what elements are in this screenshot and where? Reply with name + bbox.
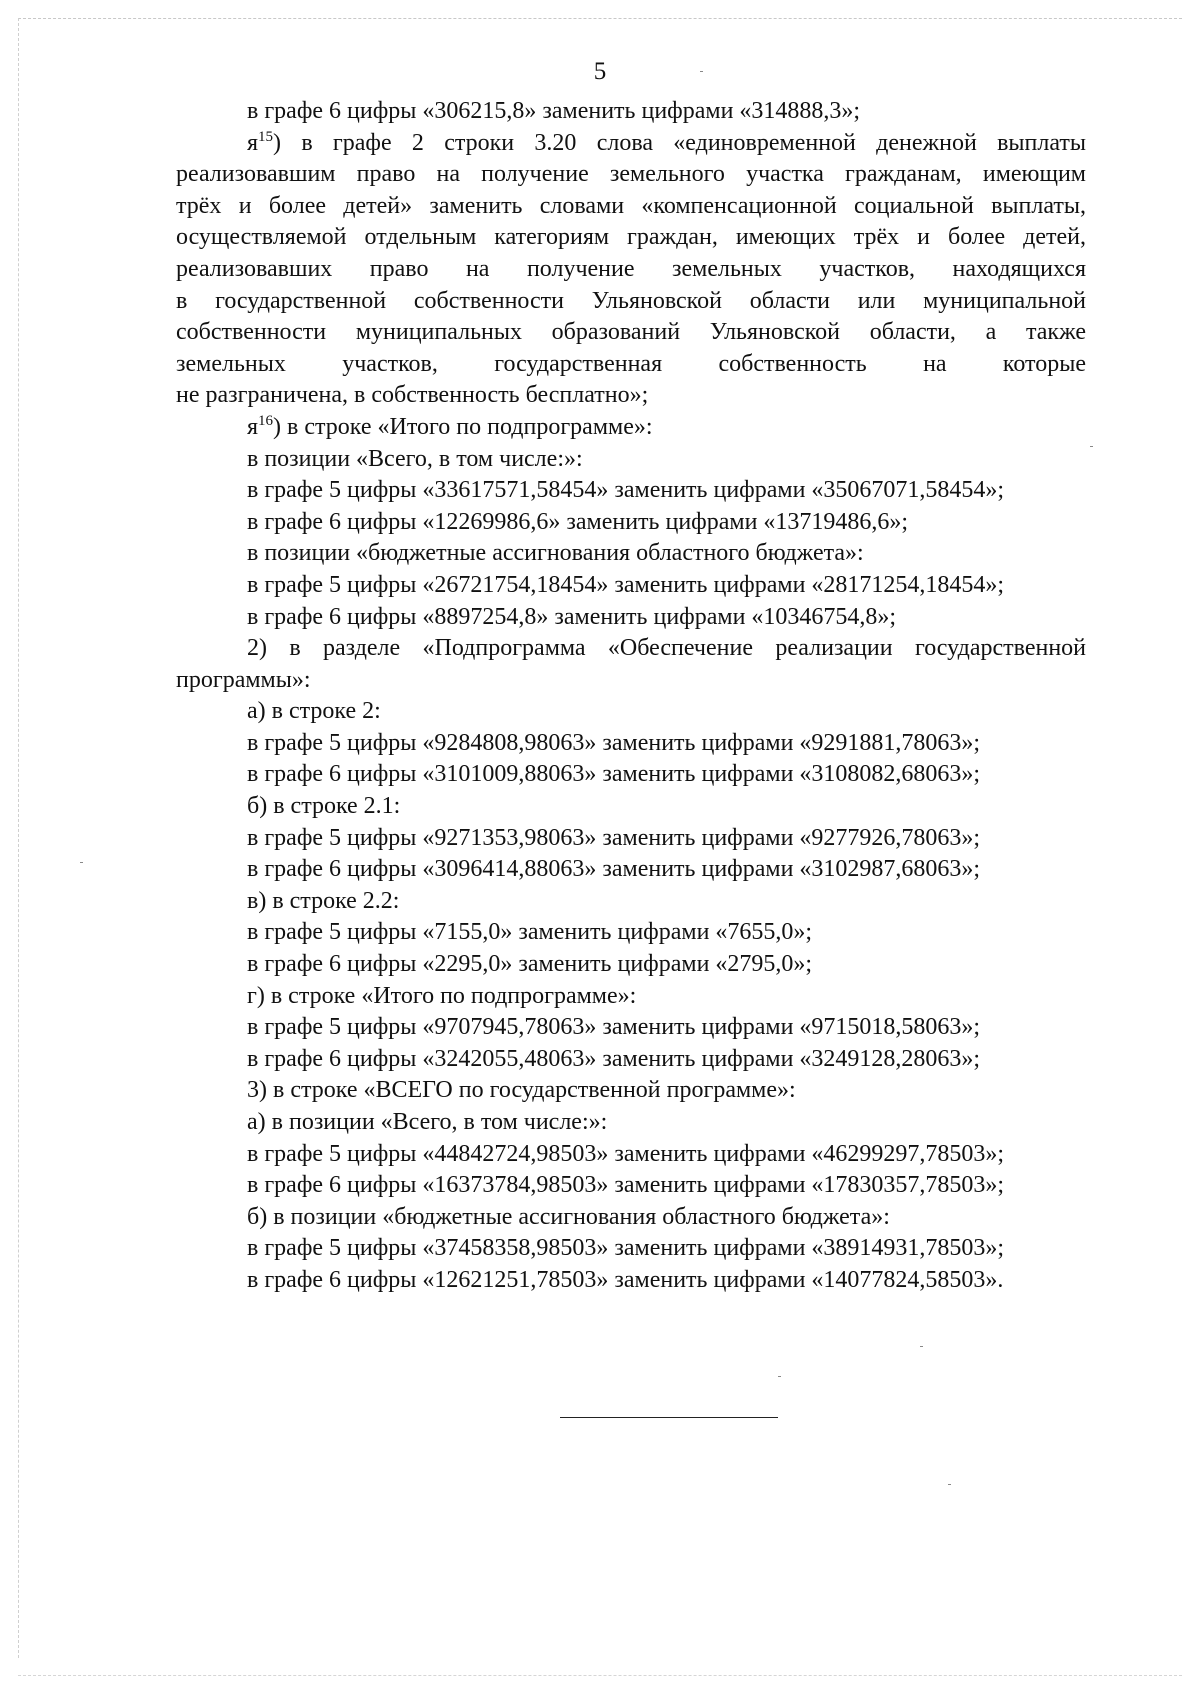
line-text: в) в строке 2.2: xyxy=(247,887,400,914)
text-line xyxy=(176,1202,1086,1234)
text-line xyxy=(176,475,1086,507)
text-line xyxy=(176,191,1086,223)
text-line xyxy=(176,917,1086,949)
line-text: осуществляемой отдельным категориям граждан, имеющих трёх и более детей, xyxy=(176,224,1086,251)
line-text: в графе 5 цифры «9284808,98063» заменить цифрами «9291881,78063»; xyxy=(247,729,981,756)
line-text: в графе 5 цифры «7155,0» заменить цифрами «7655,0»; xyxy=(247,919,813,946)
text-line xyxy=(176,286,1086,318)
scan-speck xyxy=(948,1484,951,1485)
line-text: а) в позиции «Всего, в том числе:»: xyxy=(247,1109,608,1135)
scan-speck xyxy=(1090,446,1093,447)
line-text: в государственной собственности Ульяновской области или муниципальной xyxy=(176,287,1086,314)
line-text: в графе 6 цифры «2295,0» заменить цифрами «2795,0»; xyxy=(247,951,813,978)
scan-border-left xyxy=(18,18,19,1658)
line-text: в графе 6 цифры «3242055,48063» заменить цифрами «3249128,28063»; xyxy=(247,1045,981,1072)
scan-speck xyxy=(920,1346,923,1347)
line-text: в графе 6 цифры «3096414,88063» заменить цифрами «3102987,68063»; xyxy=(247,856,981,883)
text-line xyxy=(176,444,1086,476)
line-text: не разграничена, в собственность бесплатно»; xyxy=(176,382,649,409)
text-line xyxy=(176,886,1086,918)
line-text: в графе 5 цифры «26721754,18454» заменить цифрами «28171254,18454»; xyxy=(247,571,1005,598)
page-number: 5 xyxy=(593,58,607,85)
line-text: реализовавшим право на получение земельного участка гражданам, имеющим xyxy=(176,161,1086,188)
line-text: в позиции «Всего, в том числе:»: xyxy=(247,445,583,472)
text-line xyxy=(176,349,1086,381)
text-line xyxy=(176,1075,1086,1107)
text-line xyxy=(176,665,1086,697)
item-letter: я xyxy=(247,413,259,440)
text-line xyxy=(176,1012,1086,1044)
text-line xyxy=(176,570,1086,602)
line-text: 2) в разделе «Подпрограмма «Обеспечение реализации государственной xyxy=(247,635,1086,662)
line-text: в графе 6 цифры «12269986,6» заменить цифрами «13719486,6»; xyxy=(247,508,909,535)
document-body xyxy=(176,96,1086,1297)
text-line xyxy=(176,728,1086,760)
line-text: в графе 5 цифры «44842724,98503» заменить цифрами «46299297,78503»; xyxy=(247,1140,1005,1167)
text-line xyxy=(176,1107,1086,1139)
line-text: в графе 6 цифры «8897254,8» заменить цифрами «10346754,8»; xyxy=(247,603,897,630)
text-line xyxy=(176,538,1086,570)
text-line xyxy=(176,412,1086,444)
text-line xyxy=(176,380,1086,412)
line-text: трёх и более детей» заменить словами «компенсационной социальной выплаты, xyxy=(176,192,1086,219)
line-text: в позиции «бюджетные ассигнования областного бюджета»: xyxy=(247,540,864,567)
text-line xyxy=(176,222,1086,254)
line-text: в графе 6 цифры «12621251,78503» заменить цифрами «14077824,58503». xyxy=(247,1266,1004,1293)
line-text: в графе 6 цифры «306215,8» заменить цифрами «314888,3»; xyxy=(247,98,861,124)
text-line xyxy=(176,317,1086,349)
text-line xyxy=(176,1044,1086,1076)
text-line xyxy=(176,128,1086,160)
line-text: ) в графе 2 строки 3.20 слова «единовременной денежной выплаты xyxy=(273,129,1086,156)
text-line xyxy=(176,823,1086,855)
item-superscript: 15 xyxy=(258,128,274,145)
scan-border-bottom xyxy=(18,1675,1182,1676)
line-text: б) в строке 2.1: xyxy=(247,793,401,820)
line-text: 3) в строке «ВСЕГО по государственной программе»: xyxy=(247,1077,796,1104)
text-line xyxy=(176,696,1086,728)
line-text: ) в строке «Итого по подпрограмме»: xyxy=(273,413,653,440)
line-text: в графе 6 цифры «16373784,98503» заменить цифрами «17830357,78503»; xyxy=(247,1172,1005,1199)
line-text: а) в строке 2: xyxy=(247,698,381,725)
text-line xyxy=(176,1233,1086,1265)
text-line xyxy=(176,759,1086,791)
item-superscript: 16 xyxy=(258,412,274,429)
line-text: в графе 6 цифры «3101009,88063» заменить цифрами «3108082,68063»; xyxy=(247,761,981,788)
text-line xyxy=(176,507,1086,539)
scan-border-top xyxy=(18,18,1182,19)
scan-speck xyxy=(80,862,83,863)
text-line xyxy=(176,981,1086,1013)
text-line xyxy=(176,633,1086,665)
line-text: в графе 5 цифры «9271353,98063» заменить цифрами «9277926,78063»; xyxy=(247,824,981,851)
text-line xyxy=(176,96,1086,128)
text-line xyxy=(176,791,1086,823)
text-line xyxy=(176,1139,1086,1171)
end-of-text-rule xyxy=(560,1417,778,1418)
text-line xyxy=(176,602,1086,634)
text-line xyxy=(176,1170,1086,1202)
text-line xyxy=(176,1265,1086,1297)
line-text: б) в позиции «бюджетные ассигнования областного бюджета»: xyxy=(247,1203,890,1230)
line-text: в графе 5 цифры «33617571,58454» заменить цифрами «35067071,58454»; xyxy=(247,477,1005,504)
item-letter: я xyxy=(247,129,259,156)
text-line xyxy=(176,949,1086,981)
line-text: в графе 5 цифры «37458358,98503» заменить цифрами «38914931,78503»; xyxy=(247,1235,1005,1262)
line-text: реализовавших право на получение земельных участков, находящихся xyxy=(176,255,1086,282)
line-text: собственности муниципальных образований Ульяновской области, а также xyxy=(176,319,1086,346)
text-line xyxy=(176,854,1086,886)
line-text: в графе 5 цифры «9707945,78063» заменить цифрами «9715018,58063»; xyxy=(247,1014,981,1041)
line-text: г) в строке «Итого по подпрограмме»: xyxy=(247,982,637,1009)
line-text: земельных участков, государственная собственность на которые xyxy=(176,350,1086,377)
text-line xyxy=(176,159,1086,191)
text-line xyxy=(176,254,1086,286)
scan-speck xyxy=(778,1376,781,1377)
line-text: программы»: xyxy=(176,666,311,693)
